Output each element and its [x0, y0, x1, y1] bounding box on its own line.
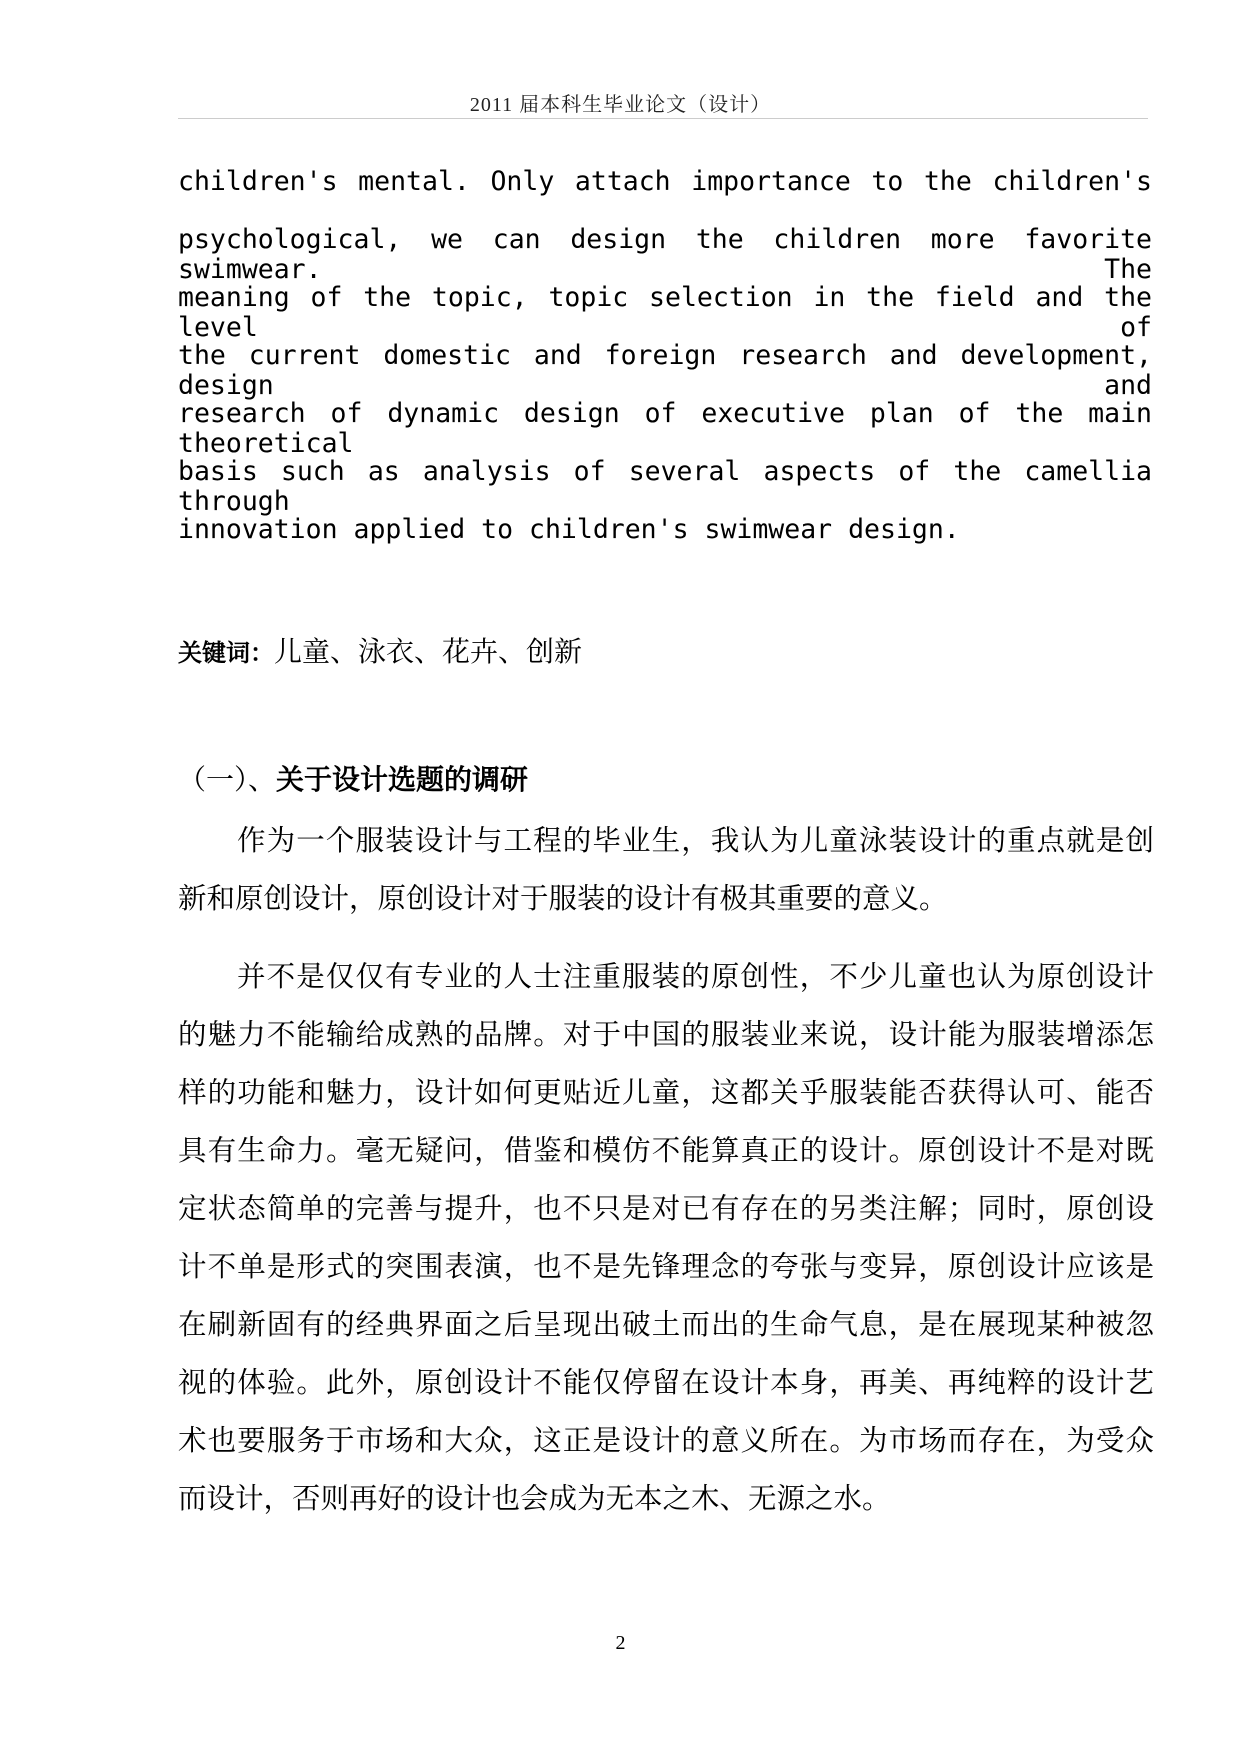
body-line: 计不单是形式的突围表演，也不是先锋理念的夸张与变异，原创设计应该是	[178, 1250, 1154, 1283]
page-header: 2011 届本科生毕业论文（设计）	[469, 94, 772, 116]
body-line: 具有生命力。毫无疑问，借鉴和模仿不能算真正的设计。原创设计不是对既	[178, 1134, 1154, 1167]
body-line: 并不是仅仅有专业的人士注重服装的原创性，不少儿童也认为原创设计	[237, 960, 1154, 993]
keywords-values: 儿童、泳衣、花卉、创新	[274, 635, 583, 668]
abstract-line: research of dynamic design of executive plan of the main theoretical	[178, 398, 1152, 459]
body-line: 样的功能和魅力，设计如何更贴近儿童，这都关乎服装能否获得认可、能否	[178, 1076, 1154, 1109]
header-rule	[178, 118, 1148, 119]
body-line: 视的体验。此外，原创设计不能仅停留在设计本身，再美、再纯粹的设计艺	[178, 1366, 1154, 1399]
abstract-line: meaning of the topic, topic selection in the field and the level of	[178, 282, 1152, 343]
page-number: 2	[615, 1632, 626, 1654]
section-title: 关于设计选题的调研	[276, 763, 529, 796]
abstract-line: psychological, we can design the children more favorite swimwear. The	[178, 224, 1152, 285]
keywords	[178, 634, 582, 671]
abstract-line: basis such as analysis of several aspects of the camellia through	[178, 456, 1152, 517]
body-line: 定状态简单的完善与提升，也不只是对已有存在的另类注解；同时，原创设	[178, 1192, 1154, 1225]
abstract-line: children's mental. Only attach importance to the children's	[178, 166, 1152, 197]
section-heading	[178, 762, 528, 798]
body-line: 作为一个服装设计与工程的毕业生，我认为儿童泳装设计的重点就是创	[237, 824, 1154, 857]
keywords-label: 关键词：	[178, 639, 274, 667]
body-line: 而设计，否则再好的设计也会成为无本之木、无源之水。	[178, 1482, 891, 1515]
abstract-line: the current domestic and foreign research and development, design and	[178, 340, 1152, 401]
abstract-line: innovation applied to children's swimwear design.	[178, 514, 960, 545]
body-line: 新和原创设计，原创设计对于服装的设计有极其重要的意义。	[178, 882, 948, 915]
body-line: 在刷新固有的经典界面之后呈现出破土而出的生命气息，是在展现某种被忽	[178, 1308, 1154, 1341]
section-number: （一）、	[178, 763, 277, 796]
body-line: 的魅力不能输给成熟的品牌。对于中国的服装业来说，设计能为服装增添怎	[178, 1018, 1154, 1051]
body-line: 术也要服务于市场和大众，这正是设计的意义所在。为市场而存在，为受众	[178, 1424, 1154, 1457]
